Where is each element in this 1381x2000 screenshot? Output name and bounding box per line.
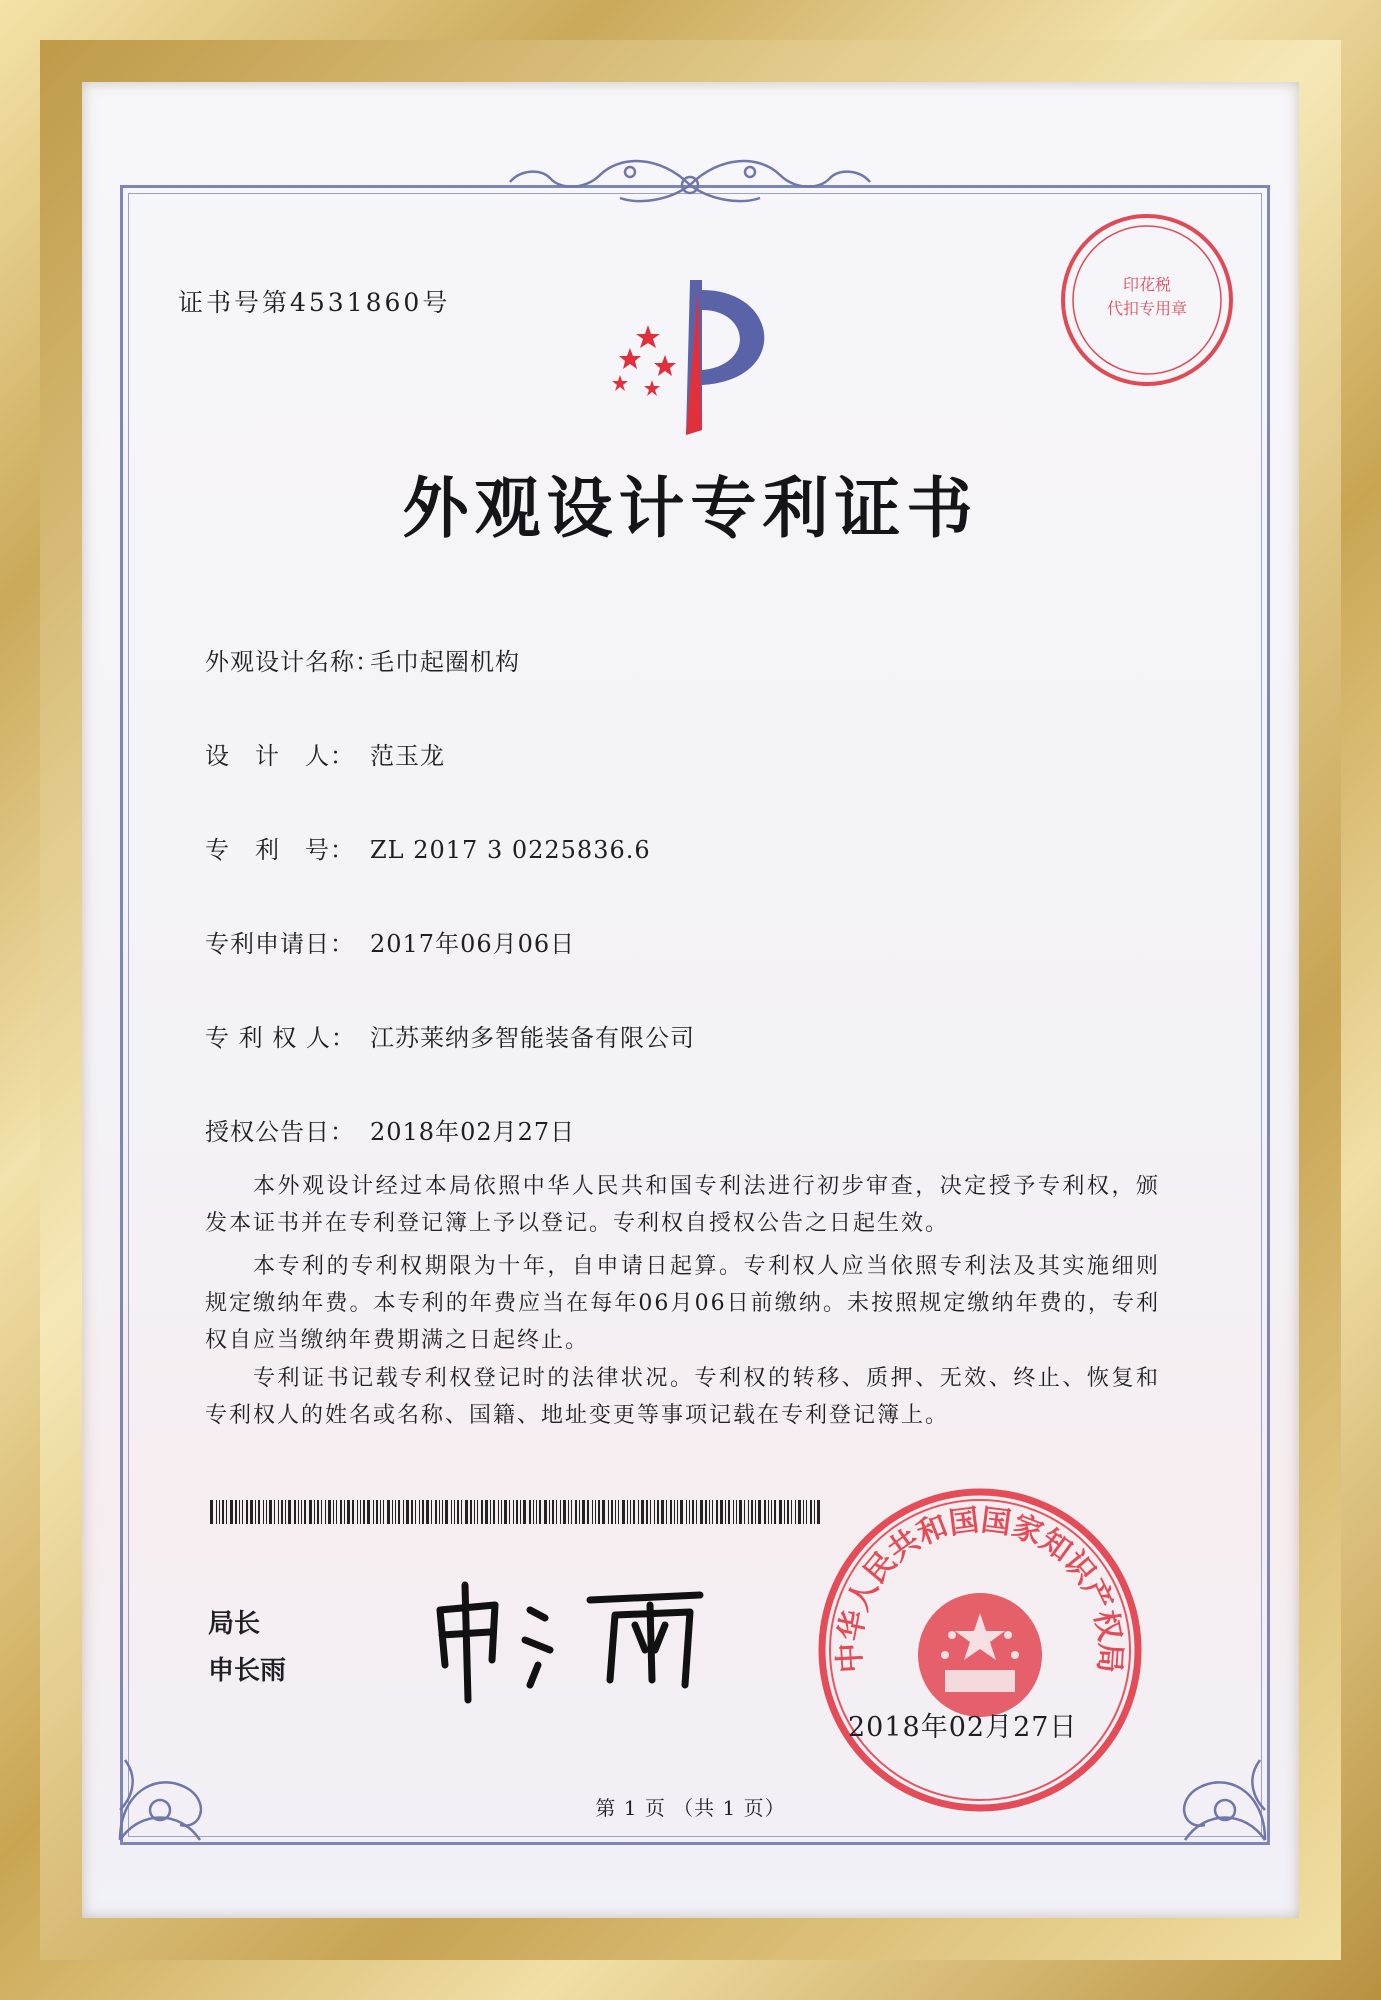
barcode-bar (367, 1500, 370, 1524)
barcode-bar (523, 1500, 526, 1524)
barcode-bar (493, 1500, 495, 1524)
barcode-bar (692, 1500, 694, 1524)
field-designer (205, 736, 445, 771)
barcode-bar (751, 1500, 753, 1524)
barcode-bar (281, 1500, 283, 1524)
bottom-right-ornament (1145, 1700, 1285, 1850)
barcode-bar (230, 1500, 233, 1524)
barcode-bar (239, 1500, 240, 1524)
certificate-title: 外观设计专利证书 (402, 469, 979, 547)
barcode-bar (278, 1500, 279, 1524)
barcode-bar (258, 1500, 260, 1524)
barcode-bar (774, 1500, 776, 1524)
barcode-bar (422, 1500, 424, 1524)
barcode-bar (716, 1500, 718, 1524)
barcode-bar (771, 1500, 772, 1524)
body-paragraph: 本外观设计经过本局依照中华人民共和国专利法进行初步审查，决定授予专利权，颁发本证书并在专利登记簿上予以登记。专利权自授权公告之日起生效。 (205, 1174, 1160, 1236)
barcode-bar (431, 1500, 432, 1524)
barcode-bar (536, 1500, 537, 1524)
barcode-bar (686, 1500, 687, 1524)
director-name: 申长雨 (208, 1656, 287, 1686)
barcode-bar (720, 1500, 723, 1524)
svg-text:印花税: 印花税 (1122, 275, 1172, 294)
field-label: 授权公告日： (205, 1118, 355, 1146)
barcode-bar (360, 1500, 361, 1524)
barcode-bar (787, 1500, 789, 1524)
barcode-bar (598, 1500, 600, 1524)
barcode-bar (406, 1500, 409, 1524)
barcode-bar (592, 1500, 593, 1524)
barcode-bar (568, 1500, 569, 1524)
barcode-bar (622, 1500, 625, 1524)
barcode-bar (689, 1500, 690, 1524)
barcode-bar (403, 1500, 404, 1524)
barcode-bar (575, 1500, 577, 1524)
barcode-bar (309, 1500, 312, 1524)
barcode-bar (646, 1500, 648, 1524)
barcode-bar (556, 1500, 557, 1524)
barcode-bar (266, 1500, 267, 1524)
barcode-bar (461, 1500, 462, 1524)
barcode-bar (696, 1500, 697, 1524)
barcode-bar (477, 1500, 478, 1524)
barcode-bar (325, 1500, 326, 1524)
barcode-bar (336, 1500, 337, 1524)
barcode-bar (285, 1500, 286, 1524)
body-paragraph: 专利证书记载专利权登记时的法律状况。专利权的转移、质押、无效、终止、恢复和专利权人的姓名或名称、国籍、地址变更等事项记载在专利登记簿上。 (205, 1366, 1160, 1428)
barcode-bar (712, 1500, 713, 1524)
barcode-bar (383, 1500, 384, 1524)
field-value: 毛巾起圈机构 (370, 648, 520, 676)
field-application-date (205, 924, 575, 959)
barcode-bar (661, 1500, 664, 1524)
barcode-bar (654, 1500, 655, 1524)
barcode-bar (630, 1500, 631, 1524)
barcode-bar (520, 1500, 521, 1524)
barcode-bar (294, 1500, 296, 1524)
barcode-bar (736, 1500, 737, 1524)
barcode-bar (255, 1500, 256, 1524)
barcode-bar (216, 1500, 217, 1524)
patent-office-seal (815, 1485, 1145, 1815)
barcode-bar (650, 1500, 651, 1524)
barcode-bar (263, 1500, 264, 1524)
barcode-bar (803, 1500, 804, 1524)
barcode-bar (733, 1500, 734, 1524)
tax-stamp-seal (1057, 210, 1237, 390)
barcode-bar (810, 1500, 812, 1524)
barcode-bar (608, 1500, 609, 1524)
barcode-bar (380, 1500, 381, 1524)
barcode-bar (242, 1500, 243, 1524)
barcode-bar (657, 1500, 659, 1524)
director-signature (420, 1570, 720, 1710)
barcode-bar (680, 1500, 683, 1524)
barcode-bar (779, 1500, 782, 1524)
barcode-bar (395, 1500, 396, 1524)
barcode-bar (582, 1500, 585, 1524)
field-label: 设 计 人： (205, 742, 355, 770)
barcode-bar (618, 1500, 619, 1524)
barcode-bar (549, 1500, 550, 1524)
barcode-bar (398, 1500, 400, 1524)
barcode-bar (504, 1500, 507, 1524)
barcode-bar (352, 1500, 354, 1524)
barcode-bar (328, 1500, 331, 1524)
barcode-bar (533, 1500, 534, 1524)
barcode-bar (674, 1500, 675, 1524)
barcode-bar (670, 1500, 672, 1524)
barcode-bar (529, 1500, 531, 1524)
field-value: 江苏莱纳多智能装备有限公司 (370, 1024, 695, 1052)
field-design-name (205, 642, 520, 677)
barcode (210, 1500, 820, 1524)
director-title: 局长 (208, 1609, 261, 1639)
barcode-bar (457, 1500, 459, 1524)
barcode-bar (274, 1500, 275, 1524)
barcode-bar (222, 1500, 224, 1524)
barcode-bar (426, 1500, 429, 1524)
certificate-number: 证书号第4531860号 (178, 288, 451, 317)
barcode-bar (376, 1500, 378, 1524)
barcode-bar (638, 1500, 639, 1524)
barcode-bar (728, 1500, 730, 1524)
barcode-bar (739, 1500, 742, 1524)
barcode-bar (764, 1500, 766, 1524)
bottom-left-ornament (100, 1700, 240, 1850)
barcode-bar (806, 1500, 807, 1524)
barcode-bar (513, 1500, 514, 1524)
barcode-bar (798, 1500, 801, 1524)
barcode-bar (705, 1500, 707, 1524)
barcode-bar (250, 1500, 253, 1524)
barcode-bar (677, 1500, 678, 1524)
barcode-bar (321, 1500, 322, 1524)
barcode-bar (611, 1500, 613, 1524)
barcode-bar (387, 1500, 390, 1524)
field-label: 外观设计名称： (205, 648, 380, 676)
barcode-bar (748, 1500, 749, 1524)
barcode-bar (795, 1500, 796, 1524)
barcode-bar (784, 1500, 785, 1524)
field-value: 范玉龙 (370, 742, 445, 770)
barcode-bar (539, 1500, 541, 1524)
barcode-bar (758, 1500, 761, 1524)
field-value: 2018年02月27日 (370, 1118, 576, 1146)
barcode-bar (571, 1500, 572, 1524)
barcode-bar (235, 1500, 237, 1524)
barcode-bar (301, 1500, 302, 1524)
barcode-bar (498, 1500, 499, 1524)
barcode-bar (791, 1500, 792, 1524)
field-patentee (205, 1018, 695, 1053)
barcode-bar (560, 1500, 561, 1524)
barcode-bar (725, 1500, 726, 1524)
barcode-bar (314, 1500, 315, 1524)
barcode-bar (435, 1500, 437, 1524)
barcode-bar (269, 1500, 272, 1524)
barcode-bar (454, 1500, 455, 1524)
barcode-bar (439, 1500, 440, 1524)
barcode-bar (219, 1500, 220, 1524)
barcode-bar (451, 1500, 452, 1524)
field-grant-date (205, 1112, 575, 1147)
barcode-bar (304, 1500, 306, 1524)
barcode-bar (357, 1500, 358, 1524)
barcode-bar (317, 1500, 319, 1524)
barcode-bar (415, 1500, 416, 1524)
barcode-bar (544, 1500, 547, 1524)
patent-office-logo (590, 270, 800, 440)
barcode-bar (442, 1500, 443, 1524)
barcode-bar (411, 1500, 413, 1524)
barcode-bar (344, 1500, 345, 1524)
barcode-bar (474, 1500, 475, 1524)
barcode-bar (246, 1500, 248, 1524)
field-value: 2017年06月06日 (370, 930, 576, 958)
barcode-bar (595, 1500, 596, 1524)
barcode-bar (666, 1500, 667, 1524)
field-label: 专利申请日： (205, 930, 355, 958)
barcode-bar (481, 1500, 483, 1524)
field-value: ZL 2017 3 0225836.6 (370, 836, 651, 864)
body-paragraph: 本专利的专利权期限为十年，自申请日起算。专利权人应当依照专利法及其实施细则规定缴纳年费。本专利的年费应当在每年06月06日前缴纳。未按照规定缴纳年费的，专利权自应当缴纳年费期满之日起终止。 (205, 1254, 1160, 1353)
barcode-bar (373, 1500, 374, 1524)
seal-date: 2018年02月27日 (848, 1712, 1078, 1743)
barcode-bar (509, 1500, 510, 1524)
barcode-bar (485, 1500, 488, 1524)
barcode-bar (419, 1500, 420, 1524)
barcode-bar (709, 1500, 710, 1524)
barcode-bar (501, 1500, 502, 1524)
barcode-bar (392, 1500, 393, 1524)
seal-arc-text: 中华人民共和国国家知识产权局 (832, 1502, 1128, 1674)
field-label: 专 利 号： (205, 836, 355, 864)
barcode-bar (288, 1500, 291, 1524)
barcode-bar (340, 1500, 342, 1524)
barcode-bar (333, 1500, 334, 1524)
barcode-bar (347, 1500, 350, 1524)
barcode-bar (615, 1500, 616, 1524)
barcode-bar (552, 1500, 554, 1524)
barcode-bar (445, 1500, 448, 1524)
barcode-bar (755, 1500, 756, 1524)
page-number: 第 1 页 （共 1 页） (595, 1796, 786, 1820)
barcode-bar (210, 1500, 213, 1524)
barcode-bar (563, 1500, 566, 1524)
barcode-bar (298, 1500, 299, 1524)
barcode-bar (602, 1500, 605, 1524)
barcode-bar (363, 1500, 365, 1524)
barcode-bar (587, 1500, 589, 1524)
barcode-bar (490, 1500, 491, 1524)
top-ornament (480, 150, 900, 220)
barcode-bar (633, 1500, 635, 1524)
field-label: 专 利 权 人： (205, 1024, 356, 1052)
barcode-bar (465, 1500, 468, 1524)
svg-text:代扣专用章: 代扣专用章 (1106, 299, 1188, 318)
barcode-bar (579, 1500, 580, 1524)
barcode-bar (744, 1500, 745, 1524)
barcode-bar (470, 1500, 472, 1524)
barcode-bar (700, 1500, 703, 1524)
barcode-bar (226, 1500, 227, 1524)
field-patent-number (205, 830, 651, 865)
barcode-bar (516, 1500, 518, 1524)
barcode-bar (627, 1500, 628, 1524)
barcode-bar (768, 1500, 769, 1524)
barcode-bar (641, 1500, 644, 1524)
